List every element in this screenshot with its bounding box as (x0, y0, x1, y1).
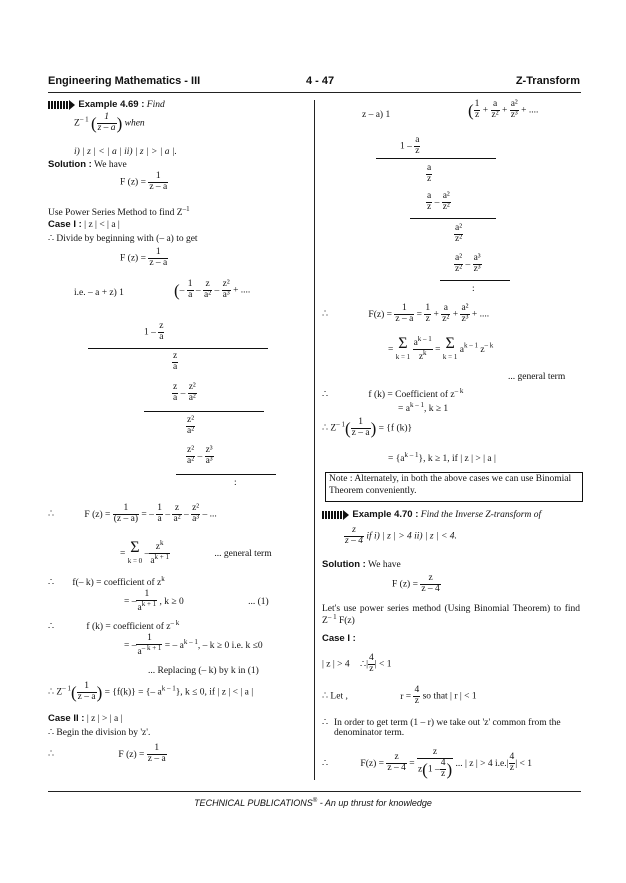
denominator: z (414, 695, 419, 706)
step-text: 1 – (144, 327, 156, 338)
division-rule (176, 474, 276, 475)
power-series-line (48, 206, 190, 219)
final-cond: ... | z | > 4 i.e. (455, 759, 507, 770)
equals: = (140, 177, 146, 188)
sum-num-pow: k (160, 539, 164, 547)
numerator: z (344, 526, 364, 537)
r-solution (322, 560, 401, 570)
header-book-title: Engineering Mathematics - III (48, 75, 201, 87)
division-step-5: $\frac{\text{z²}}{\text{a²}}$ – $\frac{\text{z³}}{\text{a³}}$ (187, 445, 213, 466)
r-eq: r = (400, 691, 412, 702)
therefore-symbol: ∴ (360, 659, 367, 670)
example-4-70-heading (322, 510, 541, 520)
right-quotient: ( $\frac{1}{z}$ + $\frac{a}{\text{z²}}$ + $\frac{\text{a²}}{\text{z³}}$ + .... (468, 99, 539, 120)
numerator: 1 (394, 304, 414, 315)
r-step-3: $\frac{a}{z}$ – $\frac{\text{a²}}{\text{z²}}$ (427, 191, 450, 212)
step-num: a² (442, 191, 450, 201)
sum-den: z (418, 352, 424, 363)
q-sign: – (212, 285, 222, 296)
page-footer (0, 798, 626, 808)
division-step-1 (144, 322, 164, 343)
q1-den: a (188, 289, 193, 300)
z-symbol: Z (330, 423, 337, 434)
step-den: z (415, 145, 420, 156)
denominator: z – a (77, 691, 96, 702)
step-den: a (173, 392, 178, 403)
numerator: 4 (414, 685, 420, 695)
step-den: z² (455, 233, 463, 244)
divide-line (48, 234, 198, 244)
note-box (325, 472, 583, 502)
pow: k (423, 349, 427, 358)
fz-label: F (z) (392, 579, 411, 590)
therefore-symbol: ∴ (322, 423, 329, 434)
header-rule (48, 92, 581, 93)
division-rule (144, 411, 264, 412)
sum-limit: k = 1 (442, 353, 458, 362)
equals: = (386, 309, 392, 320)
division-head: z – a) 1 (362, 110, 391, 120)
numerator: z (386, 753, 406, 764)
example-4-70-expr (344, 526, 457, 547)
pow: – k (170, 619, 180, 627)
denominator: z – 4 (421, 583, 440, 594)
q-sign: – (179, 285, 187, 296)
division-step-4 (186, 416, 195, 437)
therefore-symbol: ∴ (48, 728, 55, 738)
series-lhs: F (z) = (84, 509, 111, 520)
step-num: z² (188, 382, 196, 392)
condition: , – k ≥ 0 i.e. k ≤0 (197, 641, 263, 652)
r-sum: = Σ k = 1 $\frac{a^{k - 1}}{z^k}$ = Σ k = 1 $a^{k - 1}$ $z^{- k}$ (388, 335, 494, 363)
pow: k – 1 (183, 638, 198, 647)
q1-num: 1 (187, 279, 193, 289)
example-text: Find the Inverse Z-transform of (420, 510, 542, 520)
step-num: a² (455, 223, 463, 233)
fz-label: F (z) = (118, 749, 145, 760)
inverse-sup: – 1 (336, 420, 345, 429)
division-rule (410, 218, 496, 219)
note-text: Note : Alternately, in both the above cases we can use Binomial Theorem conveniently. (329, 474, 572, 496)
step-num: z (173, 382, 178, 392)
pow: – 1 (327, 613, 337, 622)
fz-label: F (z) (120, 253, 139, 264)
arrow-icon (322, 511, 344, 519)
denominator: z (440, 768, 446, 779)
case-condition: | z | > | a | (86, 714, 123, 724)
fk-coeff-text: f (k) = Coefficient of z (368, 390, 455, 401)
r-let (322, 686, 477, 707)
header-page-number: 4 - 47 (306, 75, 335, 87)
r-step-1 (400, 136, 420, 157)
numerator: z (417, 748, 453, 759)
header-chapter-title: Z-Transform (515, 75, 580, 87)
final-tail: }, k ≥ 1, if | z | > | a | (418, 454, 496, 465)
step-den: z² (455, 263, 463, 274)
series-tail: + .... (471, 309, 490, 320)
denominator: z – a (147, 753, 166, 764)
z-factor: z (417, 764, 423, 775)
denominator: z – 4 (387, 763, 406, 774)
therefore-symbol: ∴ (48, 509, 55, 520)
numerator: 1 (351, 418, 371, 429)
step-num: z (159, 321, 164, 331)
case-label: Case I : (322, 633, 356, 644)
therefore-symbol: ∴ (48, 749, 55, 760)
denominator: a³ (192, 513, 200, 524)
case-2-fz (48, 744, 167, 765)
q-tail: + .... (521, 105, 539, 116)
right-column (322, 100, 584, 790)
less-than: < 1 (519, 759, 533, 770)
fraction (97, 113, 117, 134)
r-fk-coeff (322, 388, 463, 401)
sum-num: z (155, 542, 160, 553)
numerator: 1 (147, 744, 167, 755)
r-fz-def (392, 574, 441, 595)
example-cases: if i) | z | > 4 ii) | z | < 4. (366, 531, 457, 542)
zinv-result: = {f (k)} (378, 423, 413, 434)
therefore-symbol: ∴ (48, 622, 55, 633)
begin-text: Begin the division by 'z'. (56, 728, 151, 738)
step-den: a² (187, 425, 195, 436)
division-quotient: (– $\frac{1}{a}$ – $\frac{z}{\text{a²}}$ – $\frac{\text{z²}}{\text{a³}}$ + .... (174, 279, 251, 300)
fmk-label: f(– k) (72, 578, 94, 589)
denominator: z – a (149, 181, 168, 192)
result-tail: }, k ≤ 0, if | z | < | a | (175, 687, 254, 698)
we-have-text: We have (368, 560, 401, 570)
numerator: z (420, 574, 440, 585)
long-division-head (74, 288, 124, 298)
q-num: 1 (474, 99, 480, 109)
footer-registered: ® (312, 798, 318, 804)
fz-fraction (148, 172, 168, 193)
fz-label: F(z) = (360, 759, 384, 770)
r-zinv: ∴ $Z^{- 1}$( $\frac{1}{z - a}$ ) = {f (k)} (322, 417, 413, 438)
general-term-note: ... general term (214, 548, 272, 559)
step-num: a (415, 135, 420, 145)
example-4-69-expression: $Z^{- 1}$ ( $\frac{1}{z - a}$ ) when (74, 112, 145, 133)
case-2-line (48, 714, 122, 724)
z-term: z (480, 344, 485, 355)
numerator: 1 (157, 503, 162, 513)
step-text: 1 – (400, 141, 412, 152)
when-text: when (124, 118, 145, 129)
therefore-symbol: ∴ (48, 234, 55, 244)
divide-text: Divide by beginning with (– a) to get (56, 234, 198, 244)
denominator: z (369, 663, 374, 674)
equals-minus: = – (141, 509, 154, 520)
pow: k – 1 (417, 335, 432, 343)
denominator: z (425, 313, 430, 324)
denominator: z – 4 (345, 535, 363, 546)
numerator: 4 (509, 752, 515, 763)
equation-number: ... (1) (248, 597, 269, 608)
series-tail: – ... (202, 509, 217, 520)
q2-den: a² (204, 289, 212, 300)
continuation: : (234, 478, 237, 488)
pow: – k (454, 387, 464, 395)
numerator: 1 (97, 113, 117, 124)
let-text: ∴ Let , (322, 691, 348, 702)
replacing-note: ... Replacing (– k) by k in (1) (148, 666, 259, 676)
r-final (388, 452, 496, 465)
denominator: a² (173, 513, 181, 524)
pow: k – 1 (161, 684, 176, 693)
numerator: z² (192, 503, 200, 513)
pow: k – 1 (409, 401, 424, 409)
numerator: 1 (148, 172, 168, 183)
numerator: 1 (148, 248, 168, 259)
fk-eq: = – a (164, 641, 184, 652)
step-den: a (159, 331, 164, 342)
solution-label: Solution : (322, 559, 366, 570)
r-step-2 (426, 164, 432, 185)
page-header (48, 75, 580, 91)
case-condition: | z | > 4 (322, 659, 350, 670)
example-find: Find (146, 100, 165, 110)
fz-definition (120, 172, 168, 193)
sum-limit: k = 0 (127, 557, 143, 566)
r-step-5: $\frac{\text{a²}}{\text{z²}}$ – $\frac{\text{a³}}{\text{z³}}$ (455, 253, 481, 274)
q2-num: z (203, 280, 212, 291)
therefore-symbol: ∴ (322, 759, 329, 770)
q-tail: + .... (230, 285, 251, 296)
coefficient-text: = coefficient of z (105, 622, 171, 633)
den-pow: k + 1 (141, 599, 157, 608)
case-1-result: ∴ $Z^{- 1}$( $\frac{1}{z - a}$ ) = {f(k)} = {– $a^{k - 1}$}, k ≤ 0, if | z | < | a | (48, 681, 254, 702)
numerator: 1 (113, 504, 139, 515)
we-have-text: We have (94, 160, 127, 170)
step-den: a (173, 361, 178, 372)
numerator: 1 (136, 634, 162, 645)
general-term-note: ... general term (508, 372, 566, 382)
denominator: z – a (351, 427, 370, 438)
therefore-symbol: ∴ (322, 309, 329, 320)
q-den: z² (491, 109, 499, 120)
r-fk-value (398, 402, 448, 415)
fmk-value: = – $\frac{1}{a^{k + 1}}$ , k ≥ 0 ... (1) (124, 589, 269, 614)
division-rule (88, 348, 268, 349)
example-label: Example 4.69 : (78, 99, 145, 110)
numerator: 4 (440, 757, 446, 768)
step-den: z³ (473, 263, 481, 274)
fk-val: = a (398, 404, 410, 415)
pow: – k (484, 341, 494, 350)
denominator: z – a (149, 257, 168, 268)
a-term: a (459, 344, 464, 355)
fz-fraction (148, 248, 168, 269)
z-symbol: Z (56, 687, 63, 698)
numerator: 1 (425, 303, 431, 313)
denominator: z (509, 763, 514, 774)
fz-repeat (120, 248, 168, 269)
denominator: a (137, 647, 142, 658)
numerator: 1 (77, 682, 97, 693)
sum-den: a (150, 556, 155, 567)
sum-den-pow: k + 1 (154, 553, 169, 562)
step-num: z² (187, 415, 195, 425)
footer-publisher: TECHNICAL PUBLICATIONS (194, 798, 313, 808)
den-pow: – k + 1 (141, 643, 162, 652)
r-series: ∴ F(z) = $\frac{1}{z - a}$ = $\frac{1}{z}$ + $\frac{a}{\text{z²}}$ + $\frac{\text{a²}}{\text{z³}}$ + .... (322, 303, 490, 324)
step-num: a³ (473, 253, 481, 263)
denominator: z – a (395, 313, 414, 324)
denominator: z – a (97, 122, 116, 133)
example-4-69-heading (48, 100, 165, 110)
numerator: a² (461, 303, 469, 313)
step-den: a² (188, 392, 196, 403)
case-label: Case I : (48, 219, 82, 230)
step-den: a³ (205, 455, 213, 466)
continuation: : (472, 284, 475, 294)
numerator: z (172, 504, 181, 515)
division-step-3: $\frac{z}{a}$ – $\frac{\text{z²}}{\text{a²}}$ (173, 382, 196, 403)
pow: k – 1 (463, 341, 478, 350)
fk-label: f (k) (86, 622, 104, 633)
less-than: < 1 (379, 659, 392, 670)
equals: = (412, 579, 418, 590)
sum-line: = Σ k = 0 – $\frac{z^k}{a^{k + 1}}$ ... general term (120, 539, 272, 567)
pow: k (161, 575, 165, 583)
case-condition: | z | < | a | (84, 220, 120, 230)
example-label: Example 4.70 : (352, 509, 419, 520)
example-4-69-cases: i) | z | < | a | ii) | z | > | a |. (74, 147, 177, 157)
numerator: 1 (136, 590, 157, 601)
footer-tagline: - An up thrust for knowledge (317, 798, 432, 808)
q-den: z (474, 109, 480, 120)
inverse-sup: – 1 (62, 684, 71, 693)
footer-rule (48, 791, 581, 792)
fmk-line (48, 576, 165, 589)
arrow-icon (48, 101, 70, 109)
order-paragraph: In order to get term (1 – r) we take out 'z' common from the denominator term. (334, 718, 561, 739)
numerator: a (441, 304, 450, 315)
fz-label: F(z) (368, 309, 385, 320)
q-sign: – (193, 285, 204, 296)
sum-limit: k = 1 (395, 353, 411, 362)
one-minus: 1 – (427, 764, 440, 775)
r-case-1-cond: | z | > 4 ∴| $\frac{4}{z}$ | < 1 (322, 653, 392, 674)
denominator: a (137, 603, 142, 614)
pow: k – 1 (404, 451, 419, 459)
division-rule (440, 280, 510, 281)
final-text: = {a (388, 454, 405, 465)
step-num: a (427, 163, 432, 173)
inverse-sup: – 1 (79, 115, 89, 124)
lets-use-text: Let's use power series method (Using Binomial Theorem) to find Z (322, 604, 580, 627)
numerator: 4 (368, 653, 374, 663)
case-label: Case II : (48, 713, 85, 724)
denominator: z³ (461, 313, 469, 324)
solution-label: Solution : (48, 159, 92, 170)
step-den: z² (442, 201, 450, 212)
equals: = (140, 253, 146, 264)
division-head: i.e. – a + z) 1 (74, 288, 124, 298)
q3-num: z² (222, 279, 230, 289)
result-text: = {f(k)} = {– a (104, 687, 162, 698)
fk-cond: , k ≥ 1 (423, 404, 449, 415)
step-den: a² (187, 455, 195, 466)
therefore-symbol: ∴ (48, 687, 55, 698)
series-line: ∴ F (z) = $\frac{1}{(z - a)}$ = – $\frac{1}{a}$ – $\frac{z}{\text{a²}}$ – $\frac{\text{z²}}{\text{a³}}$ – ... (48, 503, 217, 524)
step-num: z (173, 351, 178, 361)
column-divider (314, 100, 315, 780)
therefore-symbol: ∴ (322, 718, 329, 728)
q3-den: a³ (222, 289, 230, 300)
step-num: z² (187, 445, 195, 455)
denominator: a (157, 513, 162, 524)
fz-label: F (z) (120, 177, 139, 188)
lets-use-tail: F(z) (336, 616, 355, 627)
power-series-text: Use Power Series Method to find Z (48, 208, 183, 219)
q-num: a (491, 100, 500, 111)
fk-line (48, 620, 179, 633)
division-rule (376, 158, 496, 159)
r-case-1 (322, 634, 356, 644)
q-den: z³ (510, 109, 518, 120)
denominator: (z – a) (113, 513, 138, 524)
r-final-fz: ∴ F(z) = $\frac{z}{z - 4}$ = z z(1 – $\frac{4}{z}$ ) ... | z | > 4 i.e.| $\frac{4}{z}$ | < 1 (322, 747, 533, 779)
step-num: a² (455, 253, 463, 263)
solution-line (48, 160, 127, 170)
therefore-symbol: ∴ (322, 390, 329, 401)
coefficient-text: = coefficient of z (96, 578, 162, 589)
therefore-symbol: ∴ (48, 578, 55, 589)
step-num: a (427, 191, 432, 201)
r-order (322, 718, 328, 728)
left-column (48, 100, 310, 790)
fk-value: = – $\frac{1}{a^{- k + 1}}$ = – $a^{k - 1}$, – k ≥ 0 i.e. k ≤0 (124, 633, 263, 658)
begin-line (48, 728, 150, 738)
step-den: z (427, 201, 432, 212)
sum-num: a (413, 338, 418, 349)
r-step-4 (454, 224, 463, 245)
division-step-2 (172, 352, 178, 373)
condition: , k ≥ 0 (159, 597, 184, 608)
step-den: z (427, 173, 432, 184)
case-1-line (48, 220, 120, 230)
z-symbol: Z (74, 118, 80, 129)
denominator: z² (442, 313, 450, 324)
power-sup: –1 (182, 205, 190, 213)
step-num: z³ (205, 445, 213, 455)
q-num: a² (510, 99, 518, 109)
r-tail: so that | r | < 1 (422, 691, 477, 702)
lets-use-paragraph (322, 604, 580, 627)
